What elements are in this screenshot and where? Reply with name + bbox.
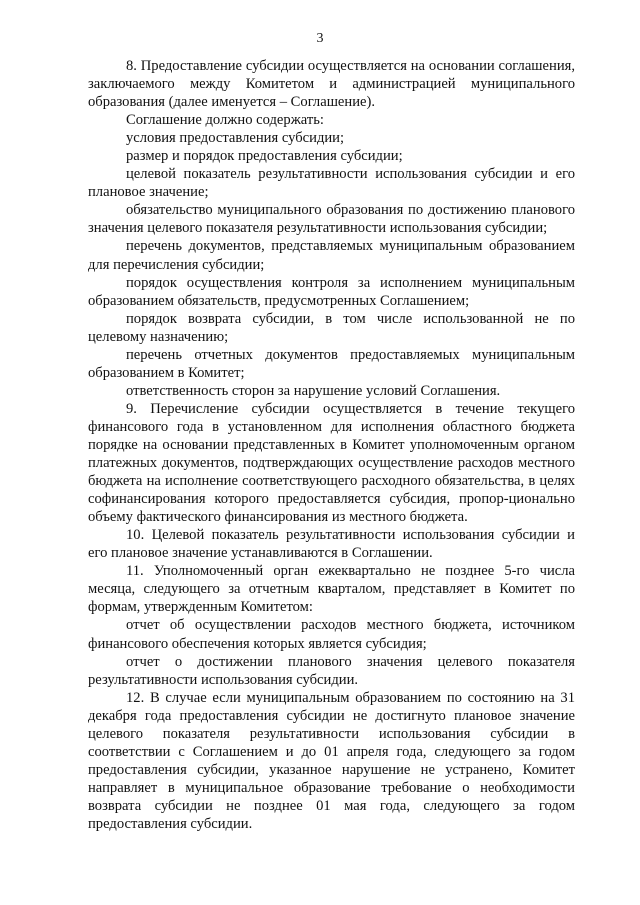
list-item: ответственность сторон за нарушение условий Соглашения. — [126, 382, 501, 399]
paragraph-10: 10. Целевой показатель результативности использования субсидии и его плановое значение устанавливаются в Соглашении. — [88, 527, 575, 562]
list-item: условия предоставления субсидии; — [126, 130, 345, 147]
agreement-contents-intro: Соглашение должно содержать: — [126, 112, 324, 129]
list-item: порядок возврата субсидии, в том числе использованной не по целевому назначению; — [88, 310, 575, 345]
list-item: перечень отчетных документов предоставляемых муниципальным образованием в Комитет; — [88, 346, 575, 381]
document-body — [88, 57, 575, 833]
list-item: перечень документов, представляемых муниципальным образованием для перечисления субсидии; — [88, 238, 575, 273]
list-item: обязательство муниципального образования по достижению планового значения целевого показателя результативности использования субсидии; — [88, 202, 575, 237]
paragraph-8: 8. Предоставление субсидии осуществляется на основании соглашения, заключаемого между Комитетом и администрацией муниципального образования (далее именуется – Соглашение). — [88, 58, 575, 111]
paragraph-9: 9. Перечисление субсидии осуществляется в течение текущего финансового года в установленном для исполнения областного бюджета порядке на основании представленных в Комитет уполномоченным органом платежных документов, подтверждающих осуществление расходов местного бюджета на исполнение соответствующего расходного обязательства, в целях софинансирования которого предоставляется субсидия, пропор-ционально объему фактического финансирования из местного бюджета. — [88, 400, 575, 526]
list-item: отчет о достижении планового значения целевого показателя результативности использования субсидии. — [88, 653, 575, 688]
list-item: целевой показатель результативности использования субсидии и его плановое значение; — [88, 166, 575, 201]
list-item: размер и порядок предоставления субсидии; — [126, 148, 403, 165]
list-item: порядок осуществления контроля за исполнением муниципальным образованием обязательств, предусмотренных Соглашением; — [88, 274, 575, 309]
page-number: 3 — [316, 31, 324, 46]
paragraph-11: 11. Уполномоченный орган ежеквартально не позднее 5-го числа месяца, следующего за отчетным кварталом, представляет в Комитет по формам, утвержденным Комитетом: — [88, 563, 575, 616]
paragraph-12: 12. В случае если муниципальным образованием по состоянию на 31 декабря года предоставления субсидии не достигнуто плановое значение целевого показателя результативности использования субсидии в соответствии с Соглашением и до 01 апреля года, следующего за годом предоставления субсидии, указанное нарушение не устранено, Комитет направляет в муниципальное образование требование о необходимости возврата субсидии не позднее 01 мая года, следующего за годом предоставления субсидии. — [88, 689, 575, 832]
list-item: отчет об осуществлении расходов местного бюджета, источником финансового обеспечения которых является субсидия; — [88, 617, 575, 652]
